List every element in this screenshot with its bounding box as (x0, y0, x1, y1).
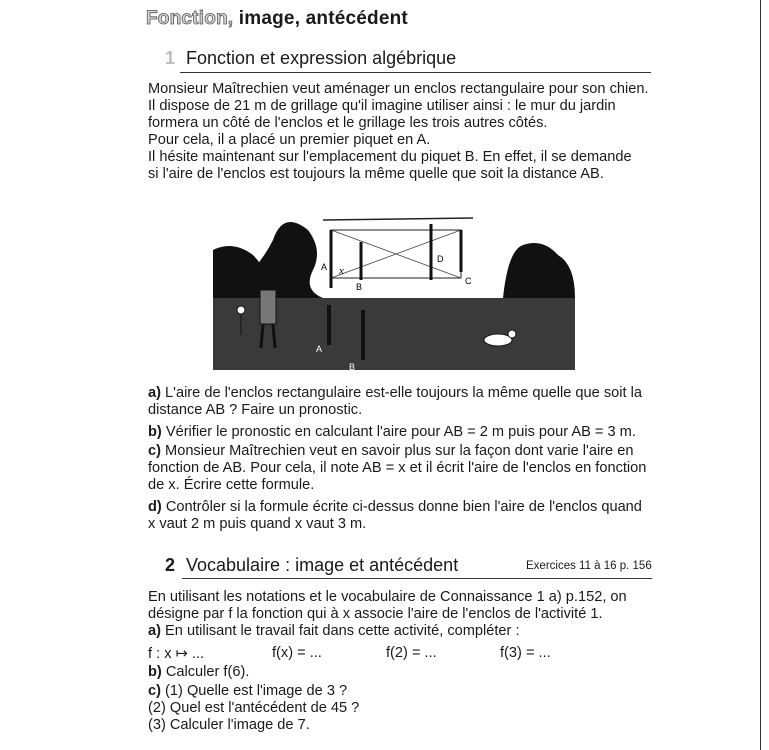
question-d (148, 499, 653, 533)
label-b-top: B (356, 282, 363, 292)
page-edge-line (760, 0, 761, 750)
question-label: a) (148, 385, 161, 401)
section1-heading (160, 48, 456, 69)
question-b (148, 424, 653, 441)
question-text: fonction de AB. Pour cela, il note AB = x et il écrit l'aire de l'enclos en fonction (148, 460, 647, 476)
label-a-bottom: A (316, 344, 323, 354)
section2-title: Vocabulaire : image et antécédent (186, 555, 459, 575)
section2-number: 2 (164, 555, 175, 575)
section1-rule (180, 72, 651, 73)
intro-line: En utilisant les notations et le vocabulaire de Connaissance 1 a) p.152, on (148, 589, 627, 605)
complete-item: f(x) = ... (272, 645, 322, 661)
label-b-bottom: B (349, 362, 356, 372)
intro-line: formera un côté de l'enclos et le grillage les trois autres côtés. (148, 115, 548, 131)
label-a-top: A (321, 262, 328, 272)
question-c (148, 443, 653, 494)
question-text: x vaut 2 m puis quand x vaut 3 m. (148, 516, 367, 532)
question-text: (1) Quelle est l'image de 3 ? (165, 683, 348, 699)
question-text: distance AB ? Faire un pronostic. (148, 402, 363, 418)
intro-line: Pour cela, il a placé un premier piquet en A. (148, 132, 431, 148)
page-title-faded: Fonction, (146, 8, 234, 29)
wall-top-line (323, 218, 473, 220)
section2-intro (148, 589, 653, 640)
question-label: c) (148, 443, 161, 459)
exercises-reference: Exercices 11 à 16 p. 156 (526, 560, 652, 572)
section1-title: Fonction et expression algébrique (186, 48, 457, 68)
section2-rule (182, 578, 652, 579)
question-2c2: (2) Quel est l'antécédent de 45 ? (148, 700, 360, 716)
question-text: de x. Écrire cette formule. (148, 477, 315, 493)
question-text: Monsieur Maîtrechien veut en savoir plus sur la façon dont varie l'aire en (165, 443, 634, 459)
bush-right (503, 243, 575, 298)
question-label: d) (148, 499, 162, 515)
question-label: a) (148, 623, 161, 639)
question-text: En utilisant le travail fait dans cette activité, compléter : (165, 623, 520, 639)
question-label: b) (148, 664, 162, 680)
question-2b (148, 664, 249, 680)
question-2c3: (3) Calculer l'image de 7. (148, 717, 310, 733)
intro-line: Il hésite maintenant sur l'emplacement du piquet B. En effet, il se demande (148, 149, 632, 165)
question-label: c) (148, 683, 161, 699)
label-d: D (437, 254, 444, 264)
label-x: x (339, 265, 344, 277)
intro-line: Monsieur Maîtrechien veut aménager un enclos rectangulaire pour son chien. (148, 81, 649, 97)
question-text: Calculer f(6). (165, 664, 250, 680)
question-text: L'aire de l'enclos rectangulaire est-elle toujours la même quelle que soit la (165, 385, 642, 401)
section1-number: 1 (164, 48, 175, 68)
question-text: Vérifier le pronostic en calculant l'aire pour AB = 2 m puis pour AB = 3 m. (165, 424, 636, 440)
section2-heading (160, 555, 458, 576)
question-text: Contrôler si la formule écrite ci-dessus donne bien l'aire de l'enclos quand (165, 499, 642, 515)
page-title (146, 8, 408, 30)
intro-line: si l'aire de l'enclos est toujours la même quelle que soit la distance AB. (148, 166, 604, 182)
intro-line: désigne par f la fonction qui à x associe l'aire de l'enclos de l'activité 1. (148, 606, 603, 622)
question-label: b) (148, 424, 162, 440)
garden-enclosure-illustration (213, 210, 575, 375)
page-title-rest: image, antécédent (233, 8, 408, 29)
complete-item: f : x ↦ ... (148, 646, 205, 662)
intro-line: Il dispose de 21 m de grillage qu'il imagine utiliser ainsi : le mur du jardin (148, 98, 616, 114)
question-a (148, 385, 653, 419)
complete-item: f(3) = ... (500, 645, 551, 661)
section1-intro (148, 81, 653, 183)
complete-item: f(2) = ... (386, 645, 437, 661)
label-c: C (465, 276, 472, 286)
question-2c1 (148, 683, 347, 699)
